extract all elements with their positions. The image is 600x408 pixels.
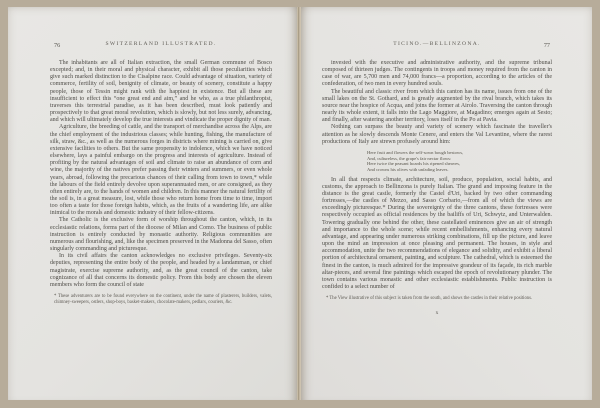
left-page (8, 7, 297, 400)
right-page-number: 77 (543, 42, 550, 49)
left-page-number: 76 (54, 42, 61, 49)
verse-line: And, cultureless, the grape's fair nectar flows: (367, 155, 452, 161)
right-footnote: * The View illustrative of this subject is taken from the south, and shows the castles in their relative positions. (326, 296, 533, 302)
right-paragraph-2: The beautiful and classic river from which this canton has its name, issues from one of the small lakes on the St. Gothard, and is greatly augmented by the rival branch, which takes its source near the hospice of Acqua, and joins the former at Airolo. Traversing the canton through nearly its whole extent, it falls into the Lago Maggiore, at Magadino; emerges again at Sesto; and finally, after watering another territory, loses itself in the Po at Pavia. (322, 88, 552, 124)
right-page (301, 7, 592, 400)
right-paragraph-1: invested with the executive and administrative authority, and the supreme tribunal composed of thirteen judges. The contingents in troops and money required from the canton in case of war, are 5,700 men and 74,000 francs—a proportion, according to the articles of the confederation, of two men in every hundred souls. (322, 60, 552, 88)
right-paragraph-4: In all that respects climate, architecture, soil, produce, population, social habits, and customs, the approach to Bellinzona is purely Italian. The grand and imposing feature in the distance is the great castle, formerly the Castel d'Uri, backed by two other commanding fortresses,—the castles of Mezzo, and Sasso Corbario,—from all of which the views are exceedingly picturesque.* During the sovereignty of the three cantons, these fortresses were respectively occupied as official residences by the bailiffs of Uri, Schwytz, and Unterwalden. Towering gradually one behind the other, these castellated eminences give an air of strength and importance to the whole scene; while recent embellishments, enhancing every natural advantage, and appearing under numerous striking combinations, fill up the picture, and leave upon the mind an impression at once pleasing and permanent. The houses, in style and accommodation, unite the two recommendations of elegance and solidity, and exhibit a liberal portion of architectural ornament, painting, and sculpture. The cathedral, which is esteemed the finest in the canton, is much admired for the impressive grandeur of its façade, its rich marble altar-pieces, and several fine paintings which escaped the epoch of revolutionary plunder. The town contains various monastic and other ecclesiastic establishments. Public instruction is confided to a select number of (322, 176, 552, 291)
right-paragraph-3: Nothing can surpass the beauty and variety of scenery which fascinate the traveller's attention as he slowly descends Monte Cenere, and enters the Val Levantine, where the rarest productions of Italy are strewn profusely around him: (322, 124, 552, 145)
left-paragraph-4: In its civil affairs the canton acknowledges no exclusive privileges. Seventy-six deputies, representing the entire body of the people, and headed by a landamman, or chief magistrate, exercise supreme authority, and, as the great council of the canton, take cognizance of all that concerns its domestic policy. From this body are chosen the eleven members who form the council of state (50, 253, 272, 288)
left-paragraph-2: Agriculture, the breeding of cattle, and the transport of merchandise across the Alps, are the chief employment of the industrious classes; while hunting, fishing, the manufacture of silk, straw, &c., as well as the numerous forges in districts where mining is carried on, give extensive facilities to others. But the same propensity to indolence, which we have noticed elsewhere, lays a painful embargo on the progress and interests of agriculture. Instead of profiting by the natural advantages of soil and climate to raise an abundance of corn and wine, the majority of the natives prefer passing their winters and summers, or even whole years, abroad, following the precarious chances of their calling from town to town,* while the labours of the field entirely devolve upon superannuated men, or are consigned, as they often entirely are, to the hands of women and children. In this manner the natural fertility of the soil is, in a great measure, lost, while those who return home from time to time, import too often a taste for those foreign habits, which, as the fruits of a wandering life, are alike inimical to the morals and domestic industry of their fellow-citizens. (50, 124, 272, 217)
verse-line: Here twice the peasant hoards his ripened sheaves, (367, 161, 461, 167)
left-footnote: * These adventurers are to be found everywhere on the continent, under the name of plasterers, builders, valets, chimney-sweepers, ostlers, shop-boys, basket-makers, chocolate-makers, pedlars, couriers, &c. (54, 294, 272, 305)
left-running-head-title: SWITZERLAND ILLUSTRATED. (105, 41, 217, 47)
verse-line: Here fruit and flowers the self-sown bough bestows, (367, 149, 464, 155)
verse-line: And crowns his olives with unfading leaves. (367, 166, 449, 172)
left-running-head (50, 41, 272, 53)
right-running-head (322, 41, 552, 53)
right-running-head-title: TICINO.—BELLINZONA. (393, 41, 481, 47)
verse-quotation (367, 150, 552, 173)
left-paragraph-3: The Catholic is the exclusive form of worship throughout the canton, which, in its ecclesiastic relations, forms part of the diocese of Milan and Como. The business of public instruction is entirely conducted by monastic authority. Religious communities are numerous and flourishing, and, like the specimen preserved in the Madonna del Sasso, often singularly commanding and picturesque. (50, 217, 272, 253)
book-spread (8, 7, 592, 400)
left-paragraph-1: The inhabitants are all of Italian extraction, the small German commune of Bosco excepted; and, in their moral and physical character, exhibit all those peculiarities which give such marked distinction to the Cisalpine race. Could advantage of situation, variety of commerce, fertility of soil, benignity of climate, or beauty of scenery, constitute a happy people, those of Tessin might rank with the happiest in existence. But all these are insufficient to effect this “one great end and aim,” and he who, as a true philanthropist, traverses this terrestrial paradise, as it has been described, must look patiently and prospectively to that great moral revolution, which is slowly, but not less surely, advancing, and which will ultimately develop the true interests and vindicate the proper dignity of man. (50, 60, 272, 124)
signature-mark: x (435, 310, 439, 317)
